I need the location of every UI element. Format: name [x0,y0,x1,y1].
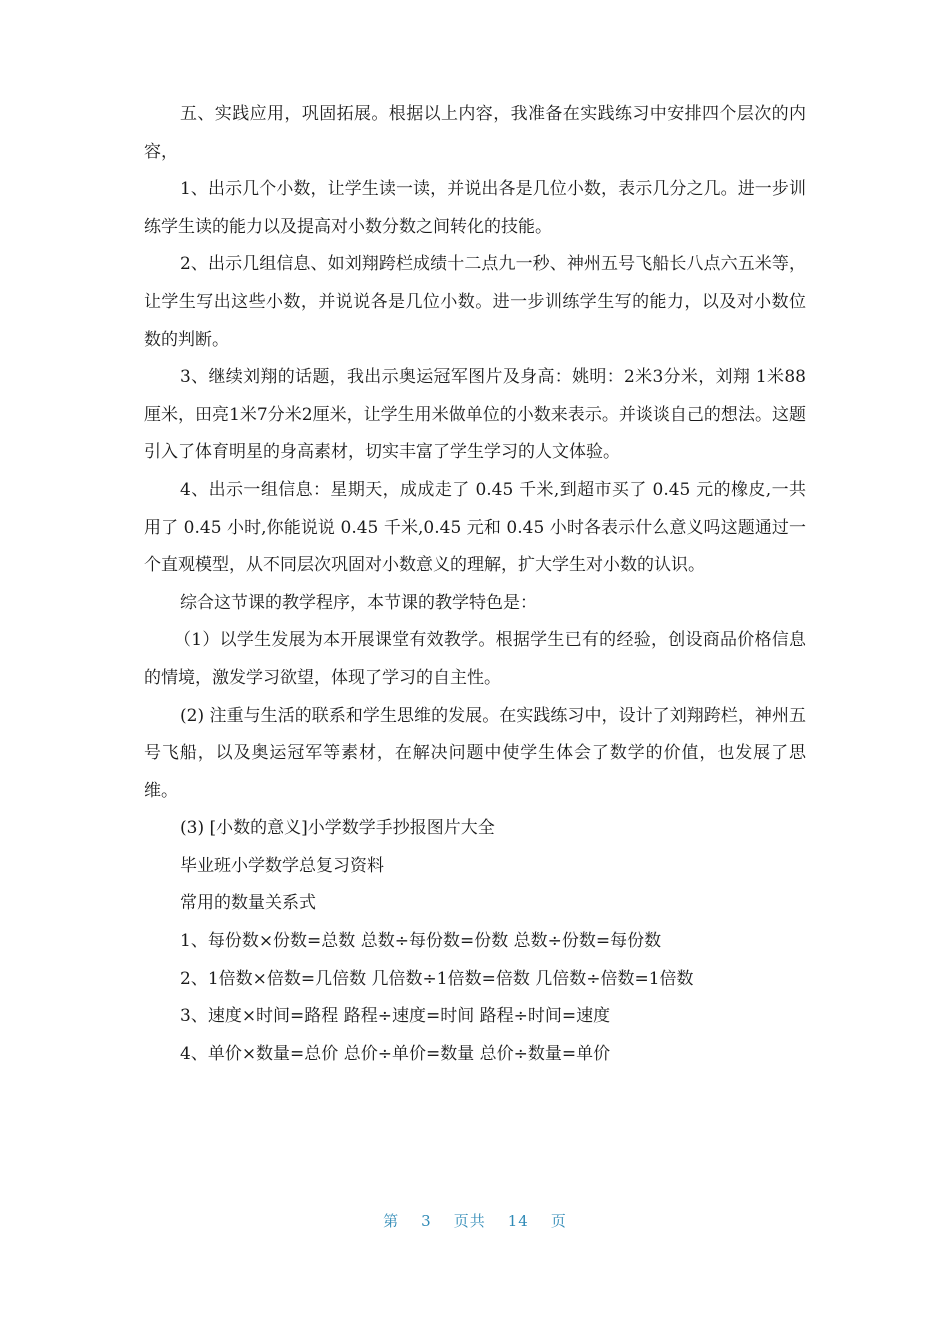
formula-line-4: 4、单价×数量=总价 总价÷单价=数量 总价÷数量=单价 [180,1043,611,1064]
paragraph-item-3: 3、继续刘翔的话题，我出示奥运冠军图片及身高：姚明：2米3分米，刘翔 1米88厘米，田亮1米7分米2厘米，让学生用米做单位的小数来表示。并谈谈自己的想法。这题引入了体育明星的身高素材，切实丰富了学生学习的人文体验。 [144,367,806,463]
document-body [144,96,806,1073]
paragraph-feature-3: (3) [小数的意义]小学数学手抄报图片大全 [180,818,495,839]
formula-line-2: 2、1倍数×倍数=几倍数 几倍数÷1倍数=倍数 几倍数÷倍数=1倍数 [180,968,694,989]
formula-line-3: 3、速度×时间=路程 路程÷速度=时间 路程÷时间=速度 [180,1006,611,1027]
paragraph-practice-intro: 五、实践应用，巩固拓展。根据以上内容，我准备在实践练习中安排四个层次的内容， [144,104,806,162]
footer-word-yegong: 页共 [453,1212,486,1230]
footer-word-di: 第 [383,1212,400,1230]
paragraph-feature-1: （1）以学生发展为本开展课堂有效教学。根据学生已有的经验，创设商品价格信息的情境，激发学习欲望，体现了学习的自主性。 [144,630,806,688]
footer-total-pages: 14 [507,1212,529,1230]
paragraph-item-4: 4、出示一组信息：星期天，成成走了 0.45 千米,到超市买了 0.45 元的橡皮,一共用了 0.45 小时,你能说说 0.45 千米,0.45 元和 0.45 小时各表示什么意义吗这题通过一个直观模型，从不同层次巩固对小数意义的理解，扩大学生对小数的认识。 [144,479,806,576]
formula-line-1: 1、每份数×份数=总数 总数÷每份数=份数 总数÷份数=每份数 [180,931,662,952]
paragraph-feature-2: (2) 注重与生活的联系和学生思维的发展。在实践练习中，设计了刘翔跨栏，神州五号飞船，以及奥运冠军等素材，在解决问题中使学生体会了数学的价值，也发展了思维。 [144,705,806,801]
heading-review-materials: 毕业班小学数学总复习资料 [180,855,384,876]
paragraph-item-1: 1、出示几个小数，让学生读一读，并说出各是几位小数，表示几分之几。进一步训练学生读的能力以及提高对小数分数之间转化的技能。 [144,179,806,237]
footer-word-ye: 页 [550,1212,567,1230]
paragraph-item-2: 2、出示几组信息、如刘翔跨栏成绩十二点九一秒、神州五号飞船长八点六五米等，让学生写出这些小数，并说说各是几位小数。进一步训练学生写的能力，以及对小数位数的判断。 [144,254,806,350]
footer-current-page: 3 [421,1212,432,1230]
heading-quantity-relations: 常用的数量关系式 [180,893,316,914]
page-footer [0,1210,950,1231]
paragraph-summary: 综合这节课的教学程序，本节课的教学特色是： [180,592,537,613]
